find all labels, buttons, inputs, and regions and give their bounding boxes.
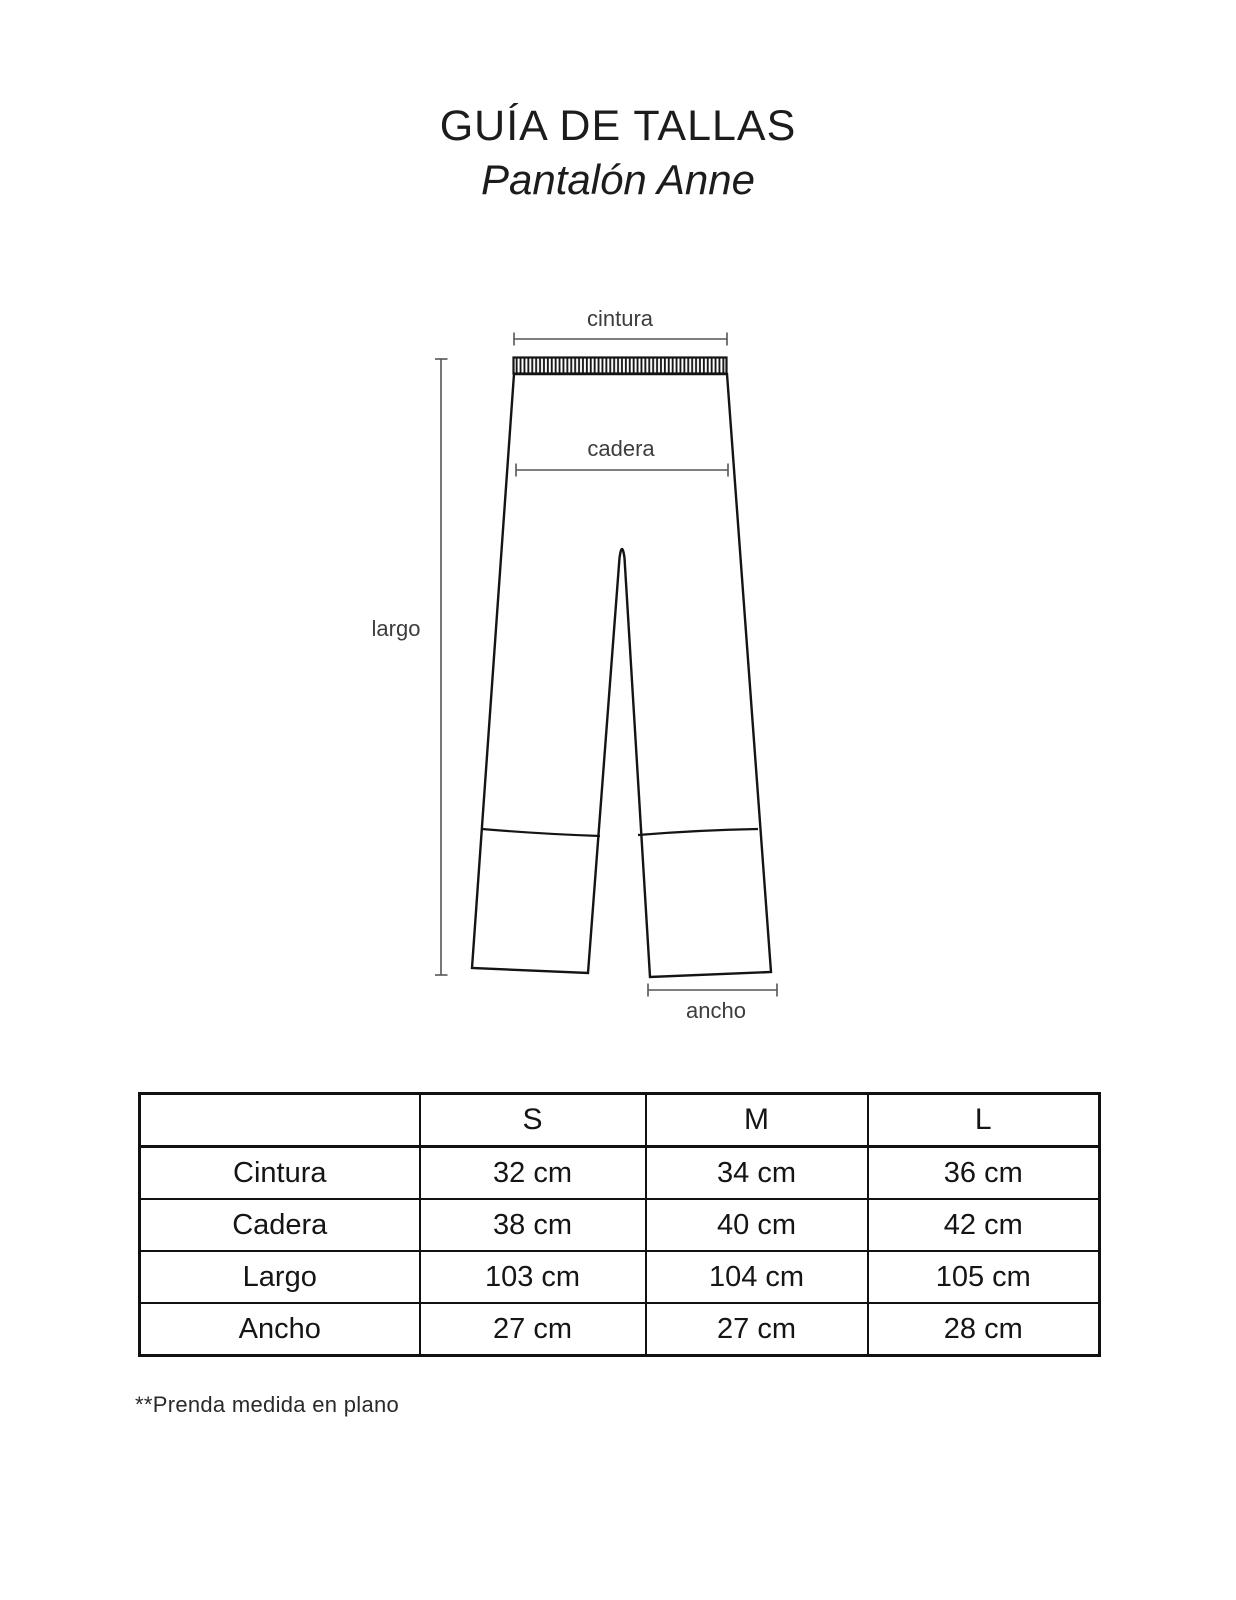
table-row-cadera xyxy=(140,1199,1100,1251)
value-cell: 27 cm xyxy=(420,1303,646,1356)
value-cell: 27 cm xyxy=(646,1303,868,1356)
title-block xyxy=(0,102,1236,204)
size-column-header-s: S xyxy=(420,1094,646,1147)
value-cell: 32 cm xyxy=(420,1147,646,1200)
table-row-ancho xyxy=(140,1303,1100,1356)
value-cell: 40 cm xyxy=(646,1199,868,1251)
table-row-largo xyxy=(140,1251,1100,1303)
table-row-cintura xyxy=(140,1147,1100,1200)
waistband xyxy=(514,358,727,374)
corner-cell xyxy=(140,1094,420,1147)
measurement-label-cell: Cintura xyxy=(140,1147,420,1200)
measurement-label-cell: Cadera xyxy=(140,1199,420,1251)
width-dimension-line xyxy=(648,984,777,997)
width-label: ancho xyxy=(686,998,746,1023)
pants-outline xyxy=(472,374,771,977)
waist-dimension-line xyxy=(514,333,727,346)
value-cell: 36 cm xyxy=(868,1147,1100,1200)
value-cell: 34 cm xyxy=(646,1147,868,1200)
value-cell: 104 cm xyxy=(646,1251,868,1303)
table-header-row xyxy=(140,1094,1100,1147)
measurement-label-cell: Ancho xyxy=(140,1303,420,1356)
value-cell: 103 cm xyxy=(420,1251,646,1303)
value-cell: 38 cm xyxy=(420,1199,646,1251)
measurement-footnote: **Prenda medida en plano xyxy=(135,1392,400,1417)
value-cell: 42 cm xyxy=(868,1199,1100,1251)
pants-measurement-diagram xyxy=(330,285,820,1030)
waist-label: cintura xyxy=(586,306,654,331)
size-column-header-m: M xyxy=(646,1094,868,1147)
value-cell: 105 cm xyxy=(868,1251,1100,1303)
length-dimension-line xyxy=(435,359,448,975)
page-subtitle: Pantalón Anne xyxy=(480,156,755,204)
page-title: GUÍA DE TALLAS xyxy=(439,102,797,150)
size-column-header-l: L xyxy=(868,1094,1100,1147)
hip-label: cadera xyxy=(587,436,655,461)
length-label: largo xyxy=(371,616,421,641)
value-cell: 28 cm xyxy=(868,1303,1100,1356)
size-table xyxy=(138,1092,1101,1357)
measurement-label-cell: Largo xyxy=(140,1251,420,1303)
